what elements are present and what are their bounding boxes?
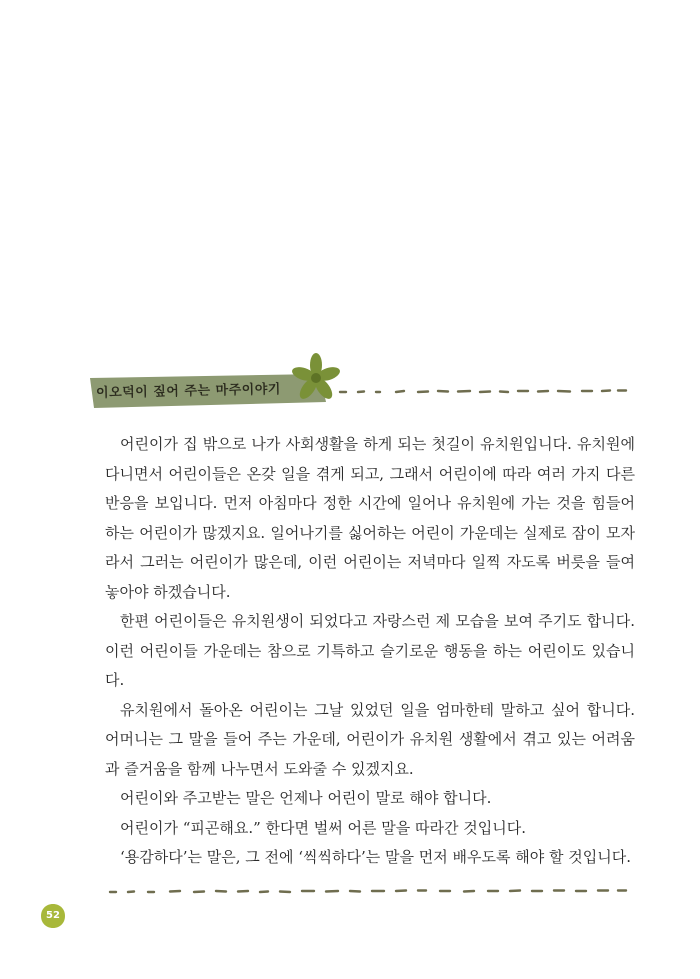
top-dashed-divider	[338, 387, 628, 395]
paragraph: 어린이가 집 밖으로 나가 사회생활을 하게 되는 첫길이 유치원입니다. 유치원에 다니면서 어린이들은 온갖 일을 겪게 되고, 그래서 어린이에 따라 여러 가지 다른 반응을 보입니다. 먼저 아침마다 정한 시간에 일어나 유치원에 가는 것을 힘들어하는 어린이가 많겠지요. 일어나기를 싫어하는 어린이 가운데는 실제로 잠이 모자라서 그러는 어린이가 많은데, 이런 어린이는 저녁마다 일찍 자도록 버릇을 들여 놓아야 하겠습니다.	[105, 435, 635, 601]
page-number-badge	[40, 903, 66, 929]
page-number: 52	[46, 910, 60, 921]
paragraph: 어린이와 주고받는 말은 언제나 어린이 말로 해야 합니다.	[120, 789, 492, 807]
body-text	[105, 430, 635, 873]
paragraph: 어린이가 “피곤해요.” 한다면 벌써 어른 말을 따라간 것입니다.	[120, 818, 527, 837]
paragraph: 유치원에서 돌아온 어린이는 그날 있었던 일을 엄마한테 말하고 싶어 합니다. 어머니는 그 말을 들어 주는 가운데, 어린이가 유치원 생활에서 겪고 있는 어려움과 즐거움을 함께 나누면서 도와줄 수 있겠지요.	[105, 700, 635, 778]
paragraph: 한편 어린이들은 유치원생이 되었다고 자랑스런 제 모습을 보여 주기도 합니다. 이런 어린이들 가운데는 참으로 기특하고 슬기로운 행동을 하는 어린이도 있습니다.	[105, 612, 635, 689]
paragraph: ‘용감하다’는 말은, 그 전에 ‘씩씩하다’는 말을 먼저 배우도록 해야 할 것입니다.	[120, 848, 631, 866]
bottom-dashed-divider	[108, 887, 628, 895]
section-title: 이오덕이 짚어 주는 마주이야기	[95, 382, 282, 401]
flower-icon	[290, 352, 342, 404]
